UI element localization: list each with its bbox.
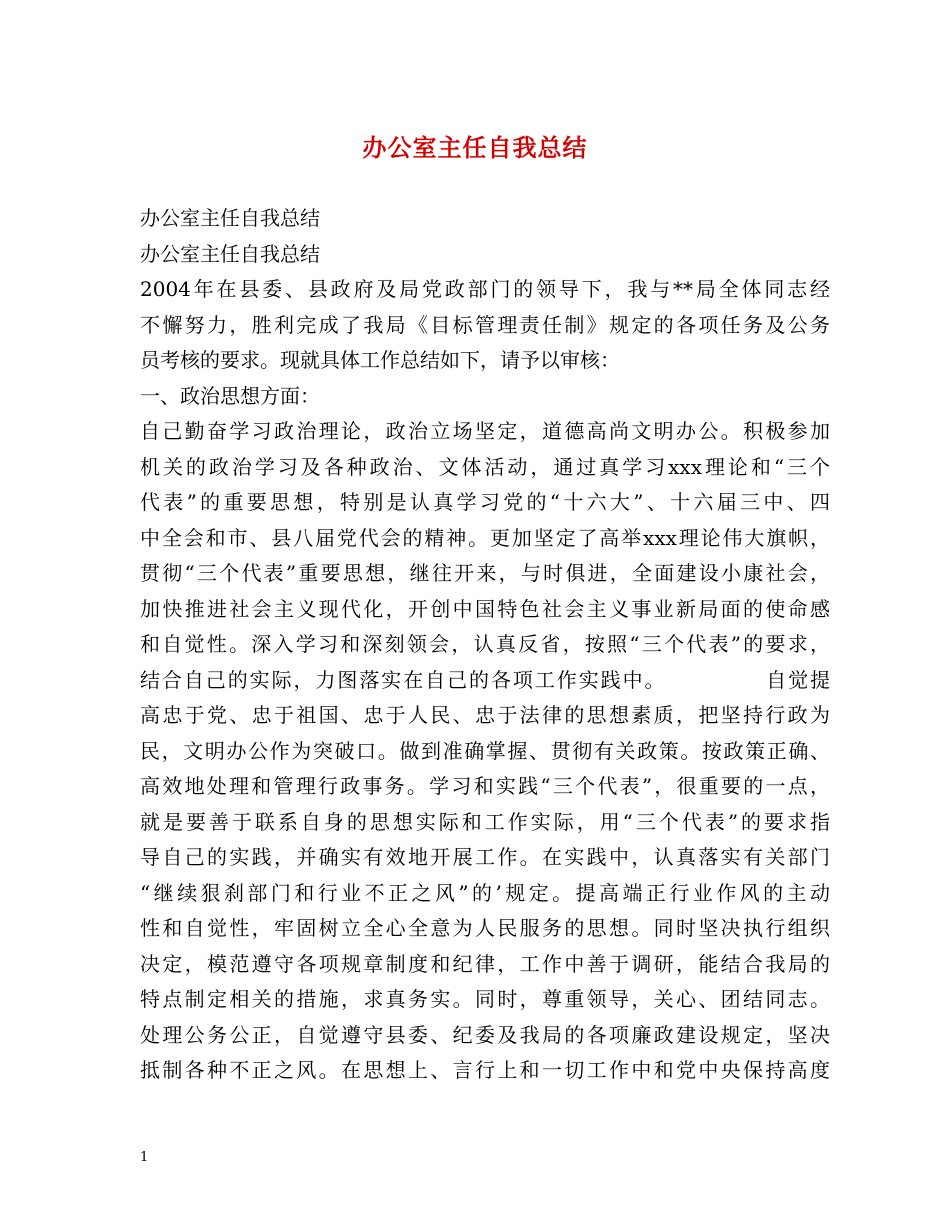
body-line: 自己勤奋学习政治理论，政治立场坚定，道德高尚文明办公。积极参加: [140, 419, 830, 443]
body-line: 员考核的要求。现就具体工作总结如下，请予以审核：: [140, 348, 620, 372]
body-line: 2004年在县委、县政府及局党政部门的领导下，我与**局全体同志经: [140, 277, 830, 301]
document-body: [140, 201, 830, 1089]
body-line: 高效地处理和管理行政事务。学习和实践“三个代表”，很重要的一点，: [140, 774, 830, 798]
body-line: 性和自觉性，牢固树立全心全意为人民服务的思想。同时坚决执行组织: [140, 916, 830, 940]
body-line: 不懈努力，胜利完成了我局《目标管理责任制》规定的各项任务及公务: [140, 312, 830, 337]
body-line: 就是要善于联系自身的思想实际和工作实际，用“三个代表”的要求指: [140, 809, 830, 834]
body-line: 中全会和市、县八届党代会的精神。更加坚定了高举xxx理论伟大旗帜，: [140, 525, 830, 550]
body-line: 办公室主任自我总结: [140, 206, 320, 230]
body-line: 结合自己的实际，力图落实在自己的各项工作实践中。 自觉提: [140, 667, 830, 692]
body-line: 和自觉性。深入学习和深刻领会，认真反省，按照“三个代表”的要求，: [140, 632, 830, 656]
body-line: 办公室主任自我总结: [140, 241, 320, 266]
body-line: 处理公务公正，自觉遵守县委、纪委及我局的各项廉政建设规定，坚决: [140, 1022, 830, 1047]
body-line: 导自己的实践，并确实有效地开展工作。在实践中，认真落实有关部门: [140, 845, 830, 869]
body-line: 贯彻“三个代表”重要思想，继往开来，与时俱进，全面建设小康社会，: [140, 561, 830, 585]
body-line: 抵制各种不正之风。在思想上、言行上和一切工作中和党中央保持高度: [140, 1058, 830, 1082]
body-line: 一、政治思想方面：: [140, 383, 320, 408]
body-line: 决定，模范遵守各项规章制度和纪律，工作中善于调研，能结合我局的: [140, 951, 830, 976]
body-line: “继续狠刹部门和行业不正之风”的’规定。提高端正行业作风的主动: [140, 880, 830, 905]
page-number: 1: [140, 1150, 149, 1165]
body-line: 特点制定相关的措施，求真务实。同时，尊重领导，关心、团结同志。: [140, 987, 830, 1011]
body-line: 加快推进社会主义现代化，开创中国特色社会主义事业新局面的使命感: [140, 596, 830, 621]
document-title: 办公室主任自我总结: [362, 133, 588, 162]
body-line: 民，文明办公作为突破口。做到准确掌握、贯彻有关政策。按政策正确、: [140, 738, 830, 763]
body-line: 代表”的重要思想，特别是认真学习党的“十六大”、十六届三中、四: [140, 490, 830, 514]
body-line: 机关的政治学习及各种政治、文体活动，通过真学习xxx理论和“三个: [140, 454, 830, 479]
body-line: 高忠于党、忠于祖国、忠于人民、忠于法律的思想素质，把坚持行政为: [140, 703, 830, 727]
